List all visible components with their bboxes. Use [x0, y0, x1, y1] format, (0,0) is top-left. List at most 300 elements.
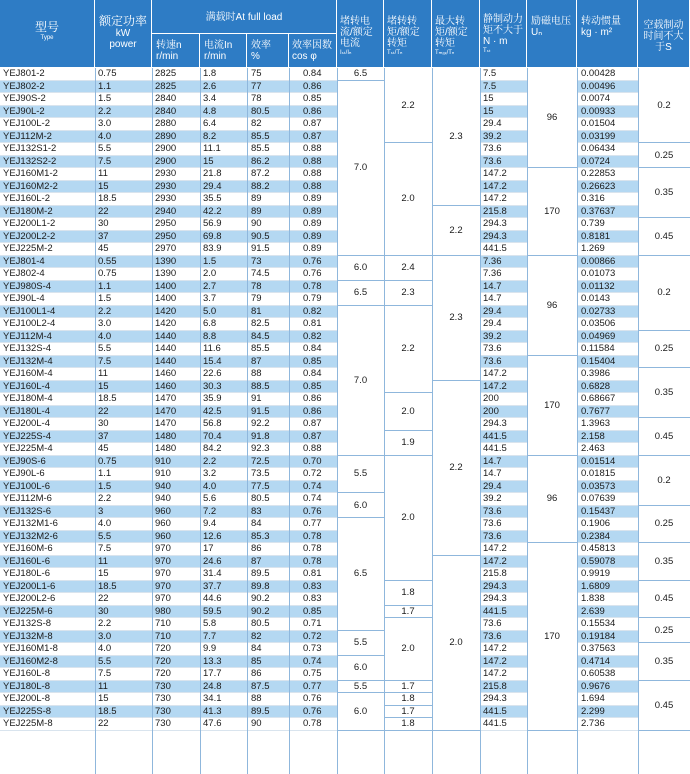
cell-i: 5.8 — [203, 618, 217, 629]
cell-ts: 294.3 — [483, 418, 507, 429]
merged-istart-value: 6.5 — [337, 568, 384, 579]
merged-brake-cell — [638, 168, 690, 218]
cell-eff: 86.2 — [251, 155, 270, 167]
cell-type: YEJ225S-8 — [3, 705, 52, 717]
cell-i: 21.8 — [203, 168, 222, 179]
merged-brake-value: 0.25 — [638, 625, 690, 636]
merged-tmax-cell — [432, 556, 480, 731]
merged-tstart-value: 2.3 — [384, 287, 432, 298]
merged-tstart-value: 1.7 — [384, 706, 432, 717]
cell-j: 0.316 — [581, 193, 605, 204]
cell-eff: 90.2 — [251, 605, 270, 617]
column-divider — [432, 68, 433, 774]
cell-pf: 0.70 — [303, 455, 322, 467]
cell-n: 1400 — [155, 293, 177, 304]
cell-n: 960 — [155, 505, 171, 517]
cell-ts: 14.7 — [483, 280, 502, 292]
merged-tstart-value: 2.0 — [384, 193, 432, 204]
cell-kw: 11 — [98, 555, 108, 567]
cell-n: 1420 — [155, 318, 177, 329]
cell-ts: 7.5 — [483, 80, 497, 92]
cell-i: 17 — [203, 543, 214, 554]
cell-n: 1460 — [155, 368, 177, 379]
cell-ts: 73.6 — [483, 355, 502, 367]
cell-i: 15.4 — [203, 355, 222, 367]
cell-pf: 0.72 — [303, 468, 322, 479]
cell-n: 2950 — [155, 230, 177, 242]
cell-eff: 90 — [251, 718, 262, 729]
cell-i: 2.2 — [203, 455, 217, 467]
cell-eff: 85.5 — [251, 143, 270, 154]
cell-ts: 441.5 — [483, 605, 507, 617]
cell-i: 2.0 — [203, 268, 217, 279]
merged-tmax-value: 2.3 — [432, 312, 480, 323]
cell-j: 0.8181 — [581, 230, 611, 242]
cell-eff: 90 — [251, 218, 262, 229]
merged-tstart-cell — [384, 618, 432, 681]
cell-j: 0.0724 — [581, 155, 611, 167]
merged-tstart-value: 1.7 — [384, 606, 432, 617]
cell-type: YEJ200L1-2 — [3, 218, 56, 229]
header-inertia — [577, 0, 638, 68]
cell-j: 0.00866 — [581, 255, 616, 267]
cell-type: YEJ160L-2 — [3, 193, 51, 204]
cell-n: 1390 — [155, 255, 177, 267]
cell-kw: 2.2 — [98, 305, 112, 317]
cell-j: 0.15437 — [581, 505, 616, 517]
merged-excite-cell — [527, 168, 577, 256]
cell-ts: 15 — [483, 93, 494, 104]
cell-type: YEJ801-4 — [3, 255, 45, 267]
cell-n: 980 — [155, 605, 171, 617]
cell-i: 5.6 — [203, 493, 217, 504]
cell-i: 9.9 — [203, 643, 217, 654]
cell-kw: 18.5 — [98, 580, 117, 592]
merged-istart-cell — [337, 693, 384, 731]
cell-j: 0.01132 — [581, 280, 615, 292]
cell-ts: 147.2 — [483, 555, 507, 567]
merged-istart-value: 6.5 — [337, 287, 384, 298]
merged-brake-value: 0.25 — [638, 518, 690, 529]
cell-pf: 0.83 — [303, 580, 322, 592]
header-tstatic-unit: N · m — [483, 36, 508, 47]
cell-n: 2950 — [155, 218, 177, 229]
cell-kw: 30 — [98, 218, 109, 229]
merged-istart-cell — [337, 493, 384, 518]
cell-kw: 15 — [98, 180, 109, 192]
cell-i: 1.8 — [203, 68, 217, 79]
header-eff-label: 效率 — [251, 40, 271, 51]
merged-tstart-cell — [384, 143, 432, 256]
cell-i: 3.2 — [203, 468, 217, 479]
cell-i: 2.6 — [203, 80, 217, 92]
header-fullload — [152, 0, 337, 34]
cell-kw: 4.0 — [98, 518, 112, 529]
cell-j: 0.37637 — [581, 205, 616, 217]
cell-eff: 91.5 — [251, 405, 270, 417]
merged-brake-value: 0.25 — [638, 343, 690, 354]
cell-ts: 441.5 — [483, 430, 507, 442]
cell-type: YEJ90L-4 — [3, 293, 45, 304]
cell-ts: 29.4 — [483, 318, 502, 329]
cell-ts: 215.8 — [483, 680, 507, 692]
cell-ts: 147.2 — [483, 368, 507, 379]
cell-eff: 87 — [251, 355, 262, 367]
cell-ts: 39.2 — [483, 493, 502, 504]
cell-kw: 4.0 — [98, 643, 112, 654]
cell-kw: 15 — [98, 568, 109, 579]
cell-type: YEJ90S-6 — [3, 455, 46, 467]
cell-j: 0.60538 — [581, 668, 616, 679]
cell-n: 2900 — [155, 143, 177, 154]
cell-i: 4.8 — [203, 105, 217, 117]
cell-i: 13.3 — [203, 655, 222, 667]
cell-kw: 3.0 — [98, 118, 112, 129]
cell-type: YEJ100L-2 — [3, 118, 51, 129]
cell-type: YEJ225M-2 — [3, 243, 53, 254]
cell-n: 1420 — [155, 305, 177, 317]
cell-pf: 0.75 — [303, 668, 322, 679]
cell-ts: 14.7 — [483, 293, 502, 304]
column-divider — [337, 68, 338, 774]
merged-istart-cell — [337, 456, 384, 494]
cell-type: YEJ100L1-4 — [3, 305, 56, 317]
cell-n: 910 — [155, 455, 171, 467]
cell-ts: 73.6 — [483, 518, 502, 529]
cell-pf: 0.85 — [303, 93, 322, 104]
merged-excite-value: 170 — [527, 400, 577, 411]
cell-pf: 0.89 — [303, 205, 322, 217]
cell-j: 2.639 — [581, 605, 605, 617]
cell-ts: 73.6 — [483, 530, 502, 542]
merged-brake-value: 0.35 — [638, 556, 690, 567]
cell-kw: 3.0 — [98, 318, 112, 329]
merged-brake-value: 0.35 — [638, 656, 690, 667]
cell-eff: 92.3 — [251, 443, 270, 454]
merged-brake-cell — [638, 581, 690, 619]
cell-n: 970 — [155, 593, 171, 604]
merged-excite-cell — [527, 68, 577, 168]
cell-n: 710 — [155, 630, 171, 642]
cell-type: YEJ132S-8 — [3, 618, 52, 629]
cell-type: YEJ225M-6 — [3, 605, 53, 617]
merged-tstart-value: 1.8 — [384, 718, 432, 729]
cell-pf: 0.88 — [303, 168, 322, 179]
cell-j: 0.03506 — [581, 318, 616, 329]
cell-j: 0.01073 — [581, 268, 616, 279]
merged-istart-value: 6.0 — [337, 262, 384, 273]
cell-ts: 7.36 — [483, 268, 502, 279]
column-divider — [384, 68, 385, 774]
cell-j: 0.00933 — [581, 105, 616, 117]
cell-kw: 37 — [98, 430, 109, 442]
cell-j: 0.9676 — [581, 680, 611, 692]
merged-istart-cell — [337, 631, 384, 656]
cell-pf: 0.86 — [303, 105, 322, 117]
merged-tmax-value: 2.0 — [432, 637, 480, 648]
cell-type: YEJ180M-4 — [3, 393, 53, 404]
cell-ts: 7.36 — [483, 255, 502, 267]
cell-kw: 3 — [98, 505, 104, 517]
cell-type: YEJ802-4 — [3, 268, 45, 279]
merged-istart-value: 6.0 — [337, 662, 384, 673]
cell-eff: 87 — [251, 555, 262, 567]
cell-type: YEJ980S-4 — [3, 280, 52, 292]
cell-i: 3.4 — [203, 93, 217, 104]
cell-i: 31.4 — [203, 568, 222, 579]
cell-type: YEJ132M-8 — [3, 630, 53, 642]
cell-kw: 0.55 — [98, 255, 117, 267]
cell-pf: 0.86 — [303, 393, 322, 404]
cell-type: YEJ160M1-2 — [3, 168, 58, 179]
cell-ts: 39.2 — [483, 130, 502, 142]
merged-tmax-cell — [432, 256, 480, 381]
cell-kw: 11 — [98, 368, 108, 379]
cell-eff: 88 — [251, 368, 262, 379]
cell-ts: 441.5 — [483, 243, 507, 254]
cell-pf: 0.77 — [303, 518, 322, 529]
header-pf-unit: cos φ — [292, 51, 317, 62]
cell-pf: 0.78 — [303, 280, 322, 292]
cell-i: 41.3 — [203, 705, 222, 717]
merged-tmax-value: 2.2 — [432, 225, 480, 236]
cell-pf: 0.84 — [303, 368, 322, 379]
cell-ts: 15 — [483, 105, 494, 117]
cell-ts: 147.2 — [483, 543, 507, 554]
cell-type: YEJ100L-6 — [3, 480, 51, 492]
cell-j: 0.3986 — [581, 368, 611, 379]
cell-j: 0.0143 — [581, 293, 611, 304]
header-speed-unit: r/min — [156, 51, 179, 62]
cell-pf: 0.71 — [303, 618, 322, 629]
cell-n: 1390 — [155, 268, 177, 279]
cell-n: 730 — [155, 718, 171, 729]
cell-type: YEJ132M-4 — [3, 355, 53, 367]
cell-eff: 91.5 — [251, 243, 270, 254]
cell-i: 7.7 — [203, 630, 217, 642]
cell-n: 970 — [155, 580, 171, 592]
cell-kw: 45 — [98, 243, 109, 254]
cell-ts: 29.4 — [483, 305, 502, 317]
merged-brake-value: 0.25 — [638, 150, 690, 161]
cell-kw: 2.2 — [98, 618, 112, 629]
cell-i: 11.1 — [203, 143, 221, 154]
cell-pf: 0.87 — [303, 118, 322, 129]
header-tmax-sub: Tₘₐₓ/Tₙ — [435, 50, 455, 56]
cell-kw: 5.5 — [98, 343, 112, 354]
cell-pf: 0.85 — [303, 380, 322, 392]
cell-type: YEJ112M-6 — [3, 493, 52, 504]
merged-brake-value: 0.45 — [638, 431, 690, 442]
header-power-label: 额定功率 — [98, 14, 147, 28]
merged-tmax-cell — [432, 381, 480, 556]
cell-pf: 0.82 — [303, 305, 322, 317]
merged-tstart-value: 2.0 — [384, 643, 432, 654]
cell-ts: 73.6 — [483, 618, 502, 629]
column-divider — [247, 68, 248, 774]
cell-kw: 1.1 — [98, 468, 112, 479]
cell-i: 34.1 — [203, 693, 222, 704]
cell-j: 0.45813 — [581, 543, 616, 554]
header-brake — [638, 0, 690, 68]
merged-istart-cell — [337, 681, 384, 694]
cell-pf: 0.79 — [303, 293, 322, 304]
header-istart — [337, 0, 384, 68]
cell-n: 970 — [155, 555, 171, 567]
cell-j: 1.694 — [581, 693, 605, 704]
cell-type: YEJ132M2-6 — [3, 530, 58, 542]
merged-excite-value: 96 — [527, 493, 577, 504]
cell-kw: 11 — [98, 168, 108, 179]
cell-ts: 73.6 — [483, 155, 502, 167]
header-excite-label: 励磁电压 — [531, 16, 571, 27]
cell-ts: 147.2 — [483, 168, 507, 179]
cell-pf: 0.89 — [303, 230, 322, 242]
merged-brake-value: 0.35 — [638, 187, 690, 198]
column-divider — [480, 68, 481, 774]
cell-ts: 147.2 — [483, 655, 507, 667]
merged-tstart-value: 2.4 — [384, 262, 432, 273]
cell-i: 29.4 — [203, 180, 222, 192]
cell-ts: 200 — [483, 405, 499, 417]
cell-eff: 81 — [251, 305, 262, 317]
cell-i: 59.5 — [203, 605, 222, 617]
merged-istart-value: 5.5 — [337, 468, 384, 479]
cell-kw: 5.5 — [98, 530, 112, 542]
cell-kw: 7.5 — [98, 355, 112, 367]
cell-eff: 90.5 — [251, 230, 270, 242]
cell-kw: 15 — [98, 380, 109, 392]
cell-kw: 0.75 — [98, 68, 117, 79]
cell-pf: 0.88 — [303, 155, 322, 167]
header-istart-sub: Iₛₜ/Iₙ — [340, 50, 352, 56]
cell-kw: 22 — [98, 405, 109, 417]
cell-n: 1470 — [155, 405, 177, 417]
cell-kw: 3.0 — [98, 630, 112, 642]
cell-kw: 7.5 — [98, 668, 112, 679]
cell-ts: 39.2 — [483, 330, 502, 342]
cell-i: 7.2 — [203, 505, 217, 517]
header-tstatic — [480, 0, 527, 68]
cell-j: 0.01815 — [581, 468, 616, 479]
merged-tstart-value: 1.7 — [384, 681, 432, 692]
cell-i: 69.8 — [203, 230, 222, 242]
cell-i: 4.0 — [203, 480, 217, 492]
cell-j: 0.4714 — [581, 655, 611, 667]
column-divider — [289, 68, 290, 774]
cell-kw: 4.0 — [98, 130, 112, 142]
cell-ts: 441.5 — [483, 443, 507, 454]
cell-kw: 22 — [98, 205, 109, 217]
cell-eff: 83 — [251, 505, 262, 517]
merged-brake-cell — [638, 331, 690, 369]
cell-pf: 0.88 — [303, 443, 322, 454]
cell-j: 0.01504 — [581, 118, 616, 129]
cell-kw: 18.5 — [98, 193, 117, 204]
cell-j: 2.463 — [581, 443, 605, 454]
cell-eff: 92.2 — [251, 418, 270, 429]
cell-n: 730 — [155, 693, 171, 704]
cell-eff: 89 — [251, 205, 262, 217]
cell-eff: 88 — [251, 693, 262, 704]
cell-eff: 85.5 — [251, 343, 270, 354]
cell-n: 1460 — [155, 380, 177, 392]
cell-kw: 22 — [98, 593, 109, 604]
cell-i: 11.6 — [203, 343, 221, 354]
cell-j: 0.07639 — [581, 493, 616, 504]
cell-type: YEJ180M-2 — [3, 205, 53, 217]
cell-n: 2890 — [155, 130, 177, 142]
cell-eff: 78 — [251, 280, 262, 292]
cell-ts: 73.6 — [483, 630, 502, 642]
cell-n: 2880 — [155, 118, 177, 129]
cell-ts: 441.5 — [483, 718, 507, 729]
cell-kw: 7.5 — [98, 155, 112, 167]
cell-n: 720 — [155, 643, 171, 654]
cell-eff: 75 — [251, 68, 262, 79]
cell-eff: 86 — [251, 668, 262, 679]
cell-kw: 30 — [98, 605, 109, 617]
cell-kw: 7.5 — [98, 543, 112, 554]
cell-pf: 0.78 — [303, 718, 322, 729]
cell-n: 960 — [155, 530, 171, 542]
cell-j: 0.15534 — [581, 618, 616, 629]
merged-tstart-cell — [384, 306, 432, 394]
cell-n: 1470 — [155, 418, 177, 429]
cell-j: 0.15404 — [581, 355, 616, 367]
cell-ts: 294.3 — [483, 693, 507, 704]
cell-type: YEJ200L-4 — [3, 418, 51, 429]
cell-j: 0.19184 — [581, 630, 616, 642]
header-tmax-label: 最大转矩/额定转矩 — [435, 16, 468, 49]
cell-kw: 1.1 — [98, 280, 112, 292]
merged-excite-value: 96 — [527, 112, 577, 123]
cell-ts: 200 — [483, 393, 499, 404]
cell-type: YEJ160M-6 — [3, 543, 53, 554]
cell-type: YEJ160M2-8 — [3, 655, 58, 667]
cell-n: 960 — [155, 518, 171, 529]
cell-ts: 14.7 — [483, 468, 502, 479]
cell-kw: 1.5 — [98, 93, 112, 104]
cell-type: YEJ132M1-6 — [3, 518, 58, 529]
cell-kw: 0.75 — [98, 455, 117, 467]
header-power — [95, 0, 152, 68]
cell-type: YEJ180L-4 — [3, 405, 51, 417]
cell-n: 720 — [155, 655, 171, 667]
cell-n: 2900 — [155, 155, 177, 167]
cell-n: 1440 — [155, 330, 177, 342]
merged-brake-value: 0.2 — [638, 475, 690, 486]
cell-pf: 0.76 — [303, 255, 322, 267]
cell-j: 0.02733 — [581, 305, 616, 317]
cell-type: YEJ160L-6 — [3, 555, 51, 567]
merged-tstart-cell — [384, 256, 432, 281]
cell-i: 44.6 — [203, 593, 222, 604]
cell-eff: 87.5 — [251, 680, 270, 692]
merged-brake-cell — [638, 543, 690, 581]
merged-istart-cell — [337, 68, 384, 81]
cell-type: YEJ160L-4 — [3, 380, 51, 392]
cell-j: 0.26623 — [581, 180, 616, 192]
cell-ts: 29.4 — [483, 118, 502, 129]
cell-ts: 215.8 — [483, 205, 507, 217]
cell-eff: 80.5 — [251, 493, 270, 504]
merged-excite-cell — [527, 543, 577, 731]
cell-i: 17.7 — [203, 668, 222, 679]
cell-type: YEJ160M-4 — [3, 368, 53, 379]
merged-tstart-cell — [384, 68, 432, 143]
cell-i: 35.9 — [203, 393, 222, 404]
